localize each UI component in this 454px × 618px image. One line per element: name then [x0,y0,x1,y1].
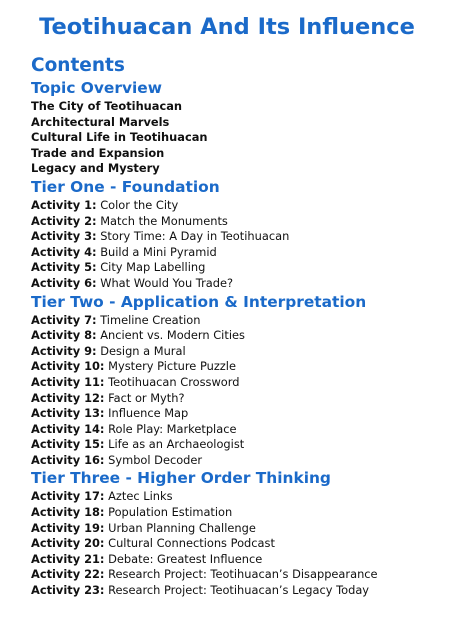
activity-title: Teotihuacan Crossword [108,374,240,389]
activity-title: Research Project: Teotihuacan’s Legacy Today [108,583,370,598]
activity-label: Activity 14: [31,421,105,436]
topic-item: Legacy and Mystery [31,161,160,176]
topic-item: Trade and Expansion [31,145,165,160]
activity-label: Activity 19: [31,520,105,535]
activity-title: Fact or Myth? [108,390,185,405]
activity-label: Activity 15: [31,437,105,452]
topic-overview-list [31,99,446,177]
topic-item: The City of Teotihuacan [31,99,183,113]
activity-item [31,276,446,292]
activity-label: Activity 20: [31,536,105,551]
activity-item [31,344,446,360]
activity-label: Activity 12: [31,390,105,405]
tier-two-activity-list [31,313,446,469]
activity-title: Role Play: Marketplace [108,421,237,436]
activity-label: Activity 17: [31,489,105,504]
activity-title: Life as an Archaeologist [108,437,245,452]
activity-item [31,505,446,521]
activity-item [31,328,446,344]
activity-title: Timeline Creation [100,312,201,327]
activity-label: Activity 7: [31,312,97,327]
activity-label: Activity 23: [31,583,105,598]
activity-label: Activity 9: [31,343,97,358]
activity-label: Activity 1: [31,197,97,212]
section-heading-tier-two: Tier Two - Application & Interpretation [31,292,367,311]
activity-label: Activity 16: [31,452,105,467]
activity-label: Activity 8: [31,328,97,343]
activity-title: Population Estimation [108,505,233,520]
activity-item [31,260,446,276]
activity-item [31,567,446,583]
activity-item [31,198,446,214]
activity-title: Research Project: Teotihuacan’s Disappearance [108,567,378,582]
activity-title: Mystery Picture Puzzle [108,359,236,374]
activity-label: Activity 2: [31,213,97,228]
activity-title: Urban Planning Challenge [108,520,256,535]
contents-heading: Contents [31,55,125,76]
activity-title: Story Time: A Day in Teotihuacan [100,229,290,244]
table-of-contents [31,54,446,599]
activity-item [31,521,446,537]
activity-item [31,422,446,438]
activity-title: Aztec Links [108,489,173,504]
activity-item [31,453,446,469]
activity-label: Activity 10: [31,359,105,374]
activity-item [31,406,446,422]
activity-label: Activity 22: [31,567,105,582]
activity-item [31,313,446,329]
activity-title: Influence Map [108,406,189,421]
topic-item: Architectural Marvels [31,114,170,129]
topic-item: Cultural Life in Teotihuacan [31,130,208,145]
activity-item [31,583,446,599]
tier-one-activity-list [31,198,446,292]
activity-label: Activity 21: [31,551,105,566]
activity-item [31,552,446,568]
activity-item [31,375,446,391]
activity-item [31,437,446,453]
activity-title: Color the City [100,197,179,212]
activity-title: What Would You Trade? [100,275,234,290]
activity-label: Activity 3: [31,229,97,244]
activity-title: Ancient vs. Modern Cities [100,328,245,343]
activity-title: Design a Mural [100,343,186,358]
activity-label: Activity 18: [31,505,105,520]
activity-item [31,229,446,245]
section-heading-topic-overview: Topic Overview [31,79,162,97]
activity-item [31,489,446,505]
activity-label: Activity 11: [31,374,105,389]
section-heading-tier-three: Tier Three - Higher Order Thinking [31,469,331,488]
activity-label: Activity 4: [31,244,97,259]
activity-title: Match the Monuments [100,213,228,228]
activity-item [31,245,446,261]
activity-label: Activity 6: [31,275,97,290]
activity-title: Symbol Decoder [108,452,203,467]
tier-three-activity-list [31,489,446,598]
activity-item [31,214,446,230]
activity-item [31,359,446,375]
activity-label: Activity 13: [31,406,105,421]
activity-title: Cultural Connections Podcast [108,536,275,551]
activity-label: Activity 5: [31,260,97,275]
document-title: Teotihuacan And Its Influence [39,14,415,40]
activity-title: Build a Mini Pyramid [100,244,217,259]
activity-item [31,391,446,407]
section-heading-tier-one: Tier One - Foundation [31,177,220,196]
activity-item [31,536,446,552]
activity-title: Debate: Greatest Influence [108,551,263,566]
activity-title: City Map Labelling [100,260,206,275]
